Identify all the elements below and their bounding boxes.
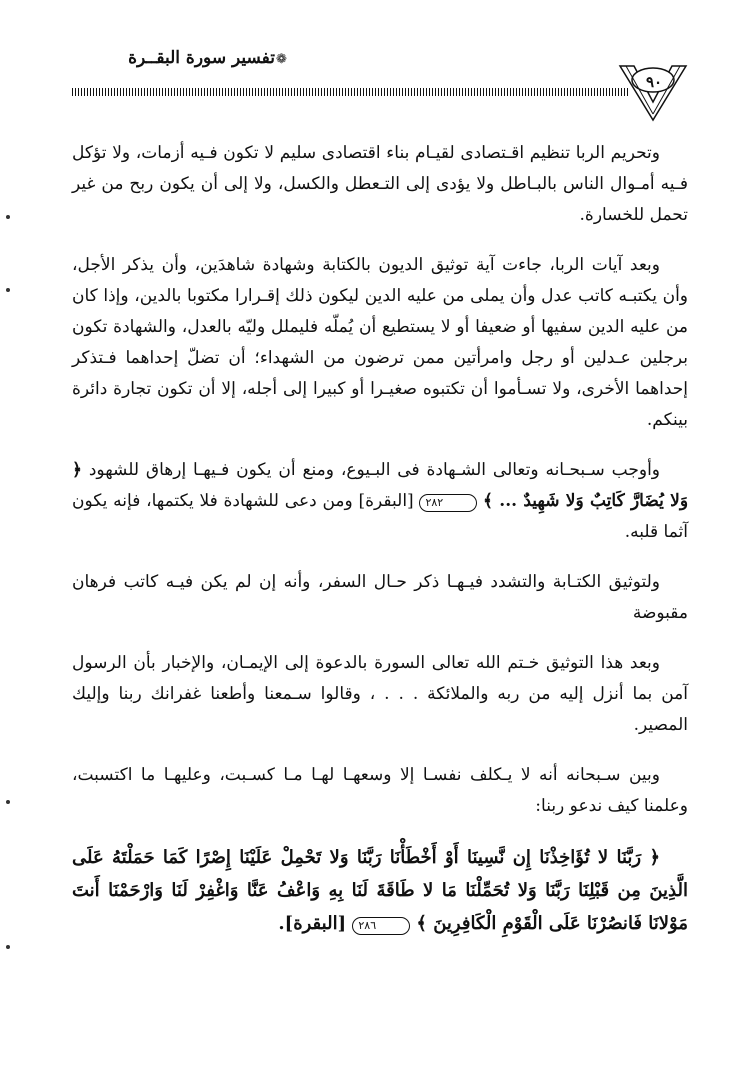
paragraph-witness-duty (72, 455, 688, 548)
verse-number: ٢٨٦ (352, 917, 410, 935)
page-number-badge (618, 62, 688, 124)
flower-ornament-icon: ❁ (276, 52, 287, 67)
running-title: تفسير سورة البقــرة (128, 48, 275, 68)
margin-mark (6, 215, 10, 219)
paragraph-text: ومن دعى للشهادة فلا يكتمها، فإنه يكون آثما قلبه. (72, 491, 688, 542)
margin-mark (6, 945, 10, 949)
paragraph-text: وأوجب سـبحـانه وتعالى الشـهادة فى البـيوع، ومنع أن يكون فـيهـا إرهاق للشهود (88, 460, 661, 480)
quran-verse: ﴿ وَلا يُضَارَّ كَاتِبٌ وَلا شَهِيدٌ ... ﴾ (72, 460, 689, 511)
paragraph-travel-pledge: ولتوثيق الكتـابة والتشدد فيـهـا ذكر حـال السفر، وأنه إن لم يكن فيـه كاتب فرهان مقبوضة (72, 572, 688, 623)
closing-verse (72, 841, 688, 940)
page-number: ٩٠ (645, 73, 663, 91)
paragraph-burden: وبين سـبحانه أنه لا يـكلف نفسـا إلا وسعهـا لهـا مـا كسـبت، وعليهـا ما اكتسبت، وعلمنا كيف ندعو ربنا: (72, 765, 688, 816)
page-header (0, 0, 745, 130)
surah-reference: [البقرة] (358, 491, 414, 511)
paragraph-surah-ending: وبعد هذا التوثيق خـتم الله تعالى السورة بالدعوة إلى الإيمـان، والإخبار بأن الرسول آمن بما أنزل إليه من ربه والملائكة . . . ، وقالوا سـمعنا وأطعنا غفرانك ربنا وإليك المصير. (72, 653, 688, 735)
quran-verse: ﴿ رَبَّنَا لا تُؤَاخِذْنَا إِن نَّسِينَا أَوْ أَخْطَأْنَا رَبَّنَا وَلا تَحْمِلْ عَلَيْنَا إِصْرًا كَمَا حَمَلْتَهُ عَلَى الَّذِينَ مِن قَبْلِنَا رَبَّنَا وَلا تُحَمِّلْنَا مَا لا طَاقَةَ لَنَا بِهِ وَاعْفُ عَنَّا وَاغْفِرْ لَنَا وَارْحَمْنَا أَنتَ مَوْلانَا فَانصُرْنَا عَلَى الْقَوْمِ الْكَافِرِينَ ﴾ (72, 847, 688, 934)
header-rule (72, 88, 628, 96)
surah-reference: [البقرة]. (278, 913, 347, 934)
page-body (72, 138, 688, 959)
margin-mark (6, 800, 10, 804)
verse-number: ٢٨٢ (419, 494, 477, 512)
paragraph-debt-documentation: وبعد آيات الربا، جاءت آية توثيق الديون بالكتابة وشهادة شاهدَين، وأن يذكر الأجل، وأن يكتبـه كاتب عدل وأن يملى من عليه الدين ليكون ذلك إقـرارا مكتوبا بالدين، وإذا كان من عليه الدين سفيها أو ضعيفا أو لا يستطيع أن يُملّه فليملل وليّه بالعدل، والشهادة تكون برجلين عـدلين أو رجل وامرأتين ممن ترضون من الشهداء؛ أن تضلّ إحداهما فـتذكر إحداهما الأخرى، ولا تسـأموا أن تكتبوه صغيـرا أو كبيرا إلى أجله، إلا أن تكون تجارة دائرة بينكم. (72, 255, 688, 430)
margin-mark (6, 288, 10, 292)
paragraph-riba-economics: وتحريم الربا تنظيم اقـتصادى لقيـام بناء اقتصادى سليم لا تكون فـيه أزمات، ولا تؤكل فـيه أمـوال الناس بالبـاطل ولا يؤدى إلى التـعطل والكسل، ولا إلى أن يكون ربح من غير تحمل للخسارة. (72, 143, 688, 225)
